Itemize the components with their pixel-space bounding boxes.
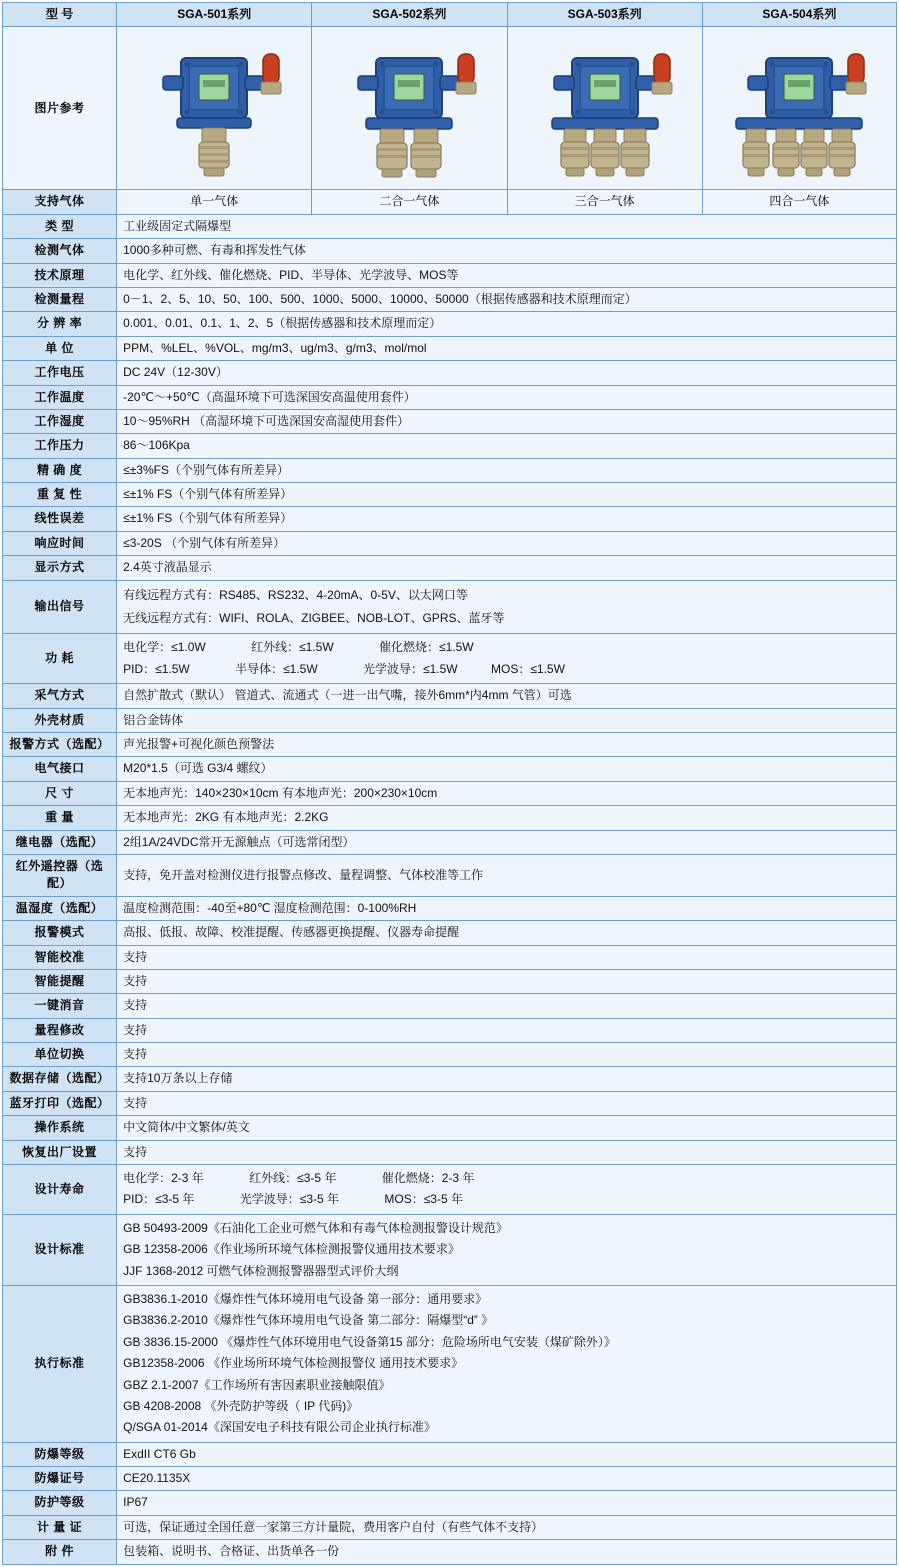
- row-label: 采气方式: [3, 684, 117, 708]
- design-life-line-1: [123, 1168, 890, 1189]
- row-value: 支持: [117, 1043, 897, 1067]
- row-value: 支持，免开盖对检测仪进行报警点修改、量程调整、气体校准等工作: [117, 854, 897, 896]
- power-pid: PID：≤1.5W: [123, 661, 190, 676]
- table-row: [3, 854, 897, 896]
- row-label: 工作电压: [3, 361, 117, 385]
- gas-detector-2-channel-icon: [318, 30, 500, 186]
- row-value: 支持: [117, 969, 897, 993]
- row-label: 分 辨 率: [3, 312, 117, 336]
- row-value: 支持: [117, 1018, 897, 1042]
- gas-support-value-3: 三合一气体: [507, 190, 702, 214]
- row-label: 温湿度（选配）: [3, 896, 117, 920]
- gas-support-value-2: 二合一气体: [312, 190, 507, 214]
- table-row: [3, 434, 897, 458]
- table-row: [3, 1467, 897, 1491]
- table-row: [3, 969, 897, 993]
- power-optical-waveguide: 光学波导：≤1.5W: [363, 661, 458, 676]
- gas-support-value-4: 四合一气体: [702, 190, 896, 214]
- power-semiconductor: 半导体：≤1.5W: [235, 661, 318, 676]
- table-row: [3, 361, 897, 385]
- row-label: 报警模式: [3, 921, 117, 945]
- row-label: 工作压力: [3, 434, 117, 458]
- row-value-design-standard: [117, 1214, 897, 1285]
- table-row: [3, 1491, 897, 1515]
- row-value: CE20.1135X: [117, 1467, 897, 1491]
- row-label: 检测气体: [3, 239, 117, 263]
- row-label: 防护等级: [3, 1491, 117, 1515]
- row-value: IP67: [117, 1491, 897, 1515]
- life-electrochemical: 电化学：2-3 年: [123, 1171, 204, 1186]
- row-value: ≤±1% FS（个别气体有所差异）: [117, 483, 897, 507]
- table-row-design-standard: [3, 1214, 897, 1285]
- table-row-output-signal: [3, 580, 897, 634]
- life-infrared: 红外线：≤3-5 年: [249, 1171, 337, 1186]
- row-label: 量程修改: [3, 1018, 117, 1042]
- row-label: 操作系统: [3, 1116, 117, 1140]
- table-row: [3, 830, 897, 854]
- row-label: 防爆证号: [3, 1467, 117, 1491]
- row-value: 无本地声光：2KG 有本地声光：2.2KG: [117, 806, 897, 830]
- header-label-model: 型 号: [3, 3, 117, 27]
- table-row: [3, 1140, 897, 1164]
- row-label: 电气接口: [3, 757, 117, 781]
- row-value: 0－1、2、5、10、50、100、500、1000、5000、10000、50000（根据传感器和技术原理而定）: [117, 287, 897, 311]
- row-value: 铝合金铸体: [117, 708, 897, 732]
- table-row-gas-support: [3, 190, 897, 214]
- table-row: [3, 507, 897, 531]
- life-catalytic: 催化燃烧：2-3 年: [381, 1171, 475, 1186]
- row-label: 外壳材质: [3, 708, 117, 732]
- image-row: [3, 27, 897, 190]
- table-row: [3, 1515, 897, 1539]
- table-row: [3, 483, 897, 507]
- row-label: 工作温度: [3, 385, 117, 409]
- row-label: 红外遥控器（选配）: [3, 854, 117, 896]
- row-value: -20℃～+50℃（高温环境下可选深国安高温使用套件）: [117, 385, 897, 409]
- table-row: [3, 1018, 897, 1042]
- row-label: 技术原理: [3, 263, 117, 287]
- row-value: 0.001、0.01、0.1、1、2、5（根据传感器和技术原理而定）: [117, 312, 897, 336]
- gas-support-value-1: 单一气体: [117, 190, 312, 214]
- table-row: [3, 531, 897, 555]
- table-row: [3, 1116, 897, 1140]
- power-line-1: [123, 637, 890, 658]
- row-value-power: [117, 634, 897, 684]
- table-row: [3, 458, 897, 482]
- table-row: [3, 312, 897, 336]
- row-value: M20*1.5（可选 G3/4 螺纹）: [117, 757, 897, 781]
- row-label: 防爆等级: [3, 1442, 117, 1466]
- table-row: [3, 1442, 897, 1466]
- row-label-exec-standard: 执行标准: [3, 1285, 117, 1442]
- power-line-2: [123, 659, 890, 680]
- power-mos: MOS：≤1.5W: [490, 661, 565, 676]
- output-signal-wired: 有线远程方式有：RS485、RS232、4-20mA、0-5V、以太网口等: [123, 587, 468, 602]
- table-row: [3, 896, 897, 920]
- table-row-design-life: [3, 1165, 897, 1215]
- row-value: PPM、%LEL、%VOL、mg/m3、ug/m3、g/m3、mol/mol: [117, 336, 897, 360]
- row-label: 重 量: [3, 806, 117, 830]
- row-label: 智能校准: [3, 945, 117, 969]
- row-label-power: 功 耗: [3, 634, 117, 684]
- table-row: [3, 806, 897, 830]
- detector-svg-2: [314, 36, 504, 186]
- row-value: 高报、低报、故障、校准提醒、传感器更换提醒、仪器寿命提醒: [117, 921, 897, 945]
- table-row: [3, 732, 897, 756]
- detector-svg-1: [119, 36, 309, 186]
- power-electrochemical: 电化学：≤1.0W: [123, 640, 206, 655]
- row-value: 支持: [117, 1091, 897, 1115]
- row-value: 支持10万条以上存储: [117, 1067, 897, 1091]
- row-label: 单 位: [3, 336, 117, 360]
- row-value: 自然扩散式（默认） 管道式、流通式（一进一出气嘴，接外6mm*内4mm 气管）可选: [117, 684, 897, 708]
- row-label: 智能提醒: [3, 969, 117, 993]
- row-value-design-life: [117, 1165, 897, 1215]
- product-image-cell-4: [702, 27, 896, 190]
- exec-standard-line: GB12358-2006 《作业场所环境气体检测报警仪 通用技术要求》: [123, 1356, 464, 1371]
- design-life-line-2: [123, 1189, 890, 1210]
- row-label-design-life: 设计寿命: [3, 1165, 117, 1215]
- row-label: 数据存储（选配）: [3, 1067, 117, 1091]
- row-value: 工业级固定式隔爆型: [117, 214, 897, 238]
- row-label: 重 复 性: [3, 483, 117, 507]
- specification-table: [2, 2, 897, 1565]
- row-label: 显示方式: [3, 556, 117, 580]
- detector-svg-3: [510, 36, 700, 186]
- row-label: 蓝牙打印（选配）: [3, 1091, 117, 1115]
- design-standard-line: GB 12358-2006《作业场所环境气体检测报警仪通用技术要求》: [123, 1242, 460, 1257]
- row-value: 中文简体/中文繁体/英文: [117, 1116, 897, 1140]
- row-label: 计 量 证: [3, 1515, 117, 1539]
- row-value: 支持: [117, 994, 897, 1018]
- row-value: ExdII CT6 Gb: [117, 1442, 897, 1466]
- row-value: 可选，保证通过全国任意一家第三方计量院，费用客户自付（有些气体不支持）: [117, 1515, 897, 1539]
- row-label: 报警方式（选配）: [3, 732, 117, 756]
- exec-standard-line: GB 4208-2008 《外壳防护等级（ IP 代码)》: [123, 1398, 359, 1413]
- table-row: [3, 214, 897, 238]
- row-value: DC 24V（12-30V）: [117, 361, 897, 385]
- row-label: 精 确 度: [3, 458, 117, 482]
- row-value: ≤±3%FS（个别气体有所差异）: [117, 458, 897, 482]
- power-infrared: 红外线：≤1.5W: [251, 640, 334, 655]
- table-row: [3, 239, 897, 263]
- row-label: 恢复出厂设置: [3, 1140, 117, 1164]
- table-row: [3, 336, 897, 360]
- table-row: [3, 921, 897, 945]
- life-optical-waveguide: 光学波导：≤3-5 年: [239, 1192, 340, 1207]
- row-value: 2组1A/24VDC常开无源触点（可选常闭型）: [117, 830, 897, 854]
- table-row-power: [3, 634, 897, 684]
- row-label-output-signal: 输出信号: [3, 580, 117, 634]
- row-label-design-standard: 设计标准: [3, 1214, 117, 1285]
- table-row: [3, 684, 897, 708]
- row-value: 声光报警+可视化颜色预警法: [117, 732, 897, 756]
- table-row: [3, 994, 897, 1018]
- table-row-exec-standard: [3, 1285, 897, 1442]
- row-label: 响应时间: [3, 531, 117, 555]
- row-label: 工作湿度: [3, 409, 117, 433]
- row-label: 附 件: [3, 1540, 117, 1564]
- row-value: ≤±1% FS（个别气体有所差异）: [117, 507, 897, 531]
- table-row: [3, 556, 897, 580]
- exec-standard-line: GB3836.2-2010《爆炸性气体环境用电气设备 第二部分：隔爆型“d” 》: [123, 1313, 494, 1328]
- row-label: 类 型: [3, 214, 117, 238]
- life-pid: PID：≤3-5 年: [123, 1192, 195, 1207]
- header-model-2: SGA-502系列: [312, 3, 507, 27]
- row-value: 10～95%RH （高湿环境下可选深国安高湿使用套件）: [117, 409, 897, 433]
- product-image-cell-1: [117, 27, 312, 190]
- gas-detector-4-channel-icon: [709, 30, 890, 186]
- table-row: [3, 945, 897, 969]
- exec-standard-line: GBZ 2.1-2007《工作场所有害因素职业接触限值》: [123, 1377, 391, 1392]
- row-label: 尺 寸: [3, 781, 117, 805]
- exec-standard-line: Q/SGA 01-2014《深国安电子科技有限公司企业执行标准》: [123, 1420, 436, 1435]
- table-row: [3, 757, 897, 781]
- row-value: 支持: [117, 945, 897, 969]
- detector-svg-4: [704, 36, 894, 186]
- design-standard-line: GB 50493-2009《石油化工企业可燃气体和有毒气体检测报警设计规范》: [123, 1220, 508, 1235]
- table-row: [3, 1540, 897, 1564]
- row-value: ≤3-20S （个别气体有所差异）: [117, 531, 897, 555]
- row-value-output-signal: [117, 580, 897, 634]
- table-row: [3, 287, 897, 311]
- row-value: 1000多种可燃、有毒和挥发性气体: [117, 239, 897, 263]
- table-header-row: [3, 3, 897, 27]
- row-value: 86～106Kpa: [117, 434, 897, 458]
- output-signal-wireless: 无线远程方式有：WIFI、ROLA、ZIGBEE、NOB-LOT、GPRS、蓝牙等: [123, 611, 505, 626]
- design-standard-line: JJF 1368-2012 可燃气体检测报警器器型式评价大纲: [123, 1263, 399, 1278]
- exec-standard-line: GB3836.1-2010《爆炸性气体环境用电气设备 第一部分：通用要求》: [123, 1291, 488, 1306]
- row-value: 电化学、红外线、催化燃烧、PID、半导体、光学波导、MOS等: [117, 263, 897, 287]
- power-catalytic: 催化燃烧：≤1.5W: [379, 640, 474, 655]
- life-mos: MOS：≤3-5 年: [384, 1192, 463, 1207]
- table-row: [3, 409, 897, 433]
- row-label: 继电器（选配）: [3, 830, 117, 854]
- row-value: 无本地声光：140×230×10cm 有本地声光：200×230×10cm: [117, 781, 897, 805]
- table-row: [3, 708, 897, 732]
- header-model-4: SGA-504系列: [702, 3, 896, 27]
- row-label-image-reference: 图片参考: [3, 27, 117, 190]
- gas-detector-3-channel-icon: [514, 30, 696, 186]
- row-label: 线性误差: [3, 507, 117, 531]
- table-row: [3, 1043, 897, 1067]
- header-model-1: SGA-501系列: [117, 3, 312, 27]
- table-row: [3, 1067, 897, 1091]
- row-label-gas-support: 支持气体: [3, 190, 117, 214]
- exec-standard-line: GB 3836.15-2000 《爆炸性气体环境用电气设备第15 部分：危险场所电气安装（煤矿除外）》: [123, 1334, 616, 1349]
- row-label: 单位切换: [3, 1043, 117, 1067]
- row-value: 2.4英寸液晶显示: [117, 556, 897, 580]
- table-row: [3, 1091, 897, 1115]
- gas-detector-1-channel-icon: [123, 30, 305, 186]
- row-label: 一键消音: [3, 994, 117, 1018]
- row-value: 包装箱、说明书、合格证、出货单各一份: [117, 1540, 897, 1564]
- table-row: [3, 263, 897, 287]
- row-value: 支持: [117, 1140, 897, 1164]
- table-row: [3, 781, 897, 805]
- header-model-3: SGA-503系列: [507, 3, 702, 27]
- row-value-exec-standard: [117, 1285, 897, 1442]
- row-label: 检测量程: [3, 287, 117, 311]
- table-row: [3, 385, 897, 409]
- product-image-cell-2: [312, 27, 507, 190]
- product-image-cell-3: [507, 27, 702, 190]
- row-value: 温度检测范围：-40至+80℃ 湿度检测范围：0-100%RH: [117, 896, 897, 920]
